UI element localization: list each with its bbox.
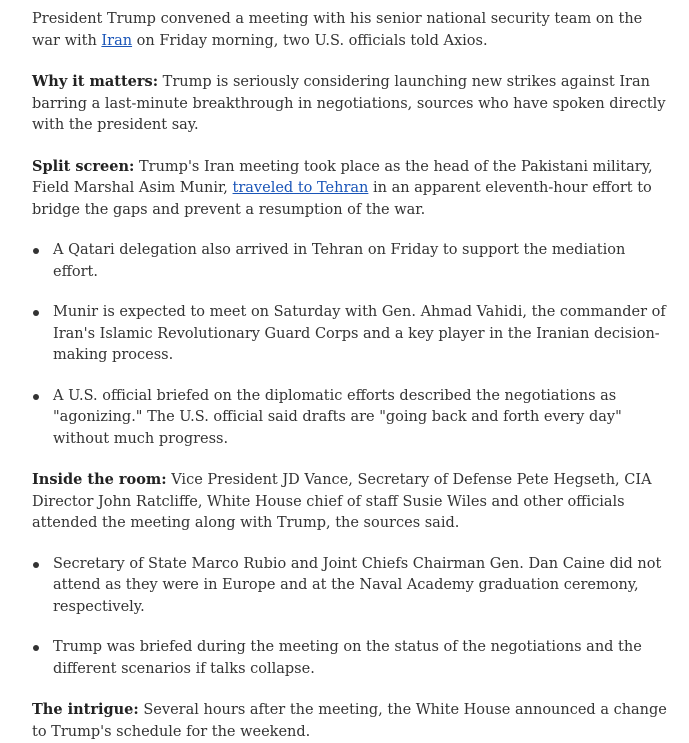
bullet-dot-icon	[33, 562, 39, 568]
paragraph-inside-the-room	[32, 469, 667, 535]
inside-the-room-text: Vice President JD Vance, Secretary of Defense Pete Hegseth, CIA Director John Ratcliffe, White House chief of staff Susie Wiles and other officials attended the meeting along with Trump, the sources said.	[32, 472, 652, 531]
bullet-list-attendance	[32, 554, 667, 681]
paragraph-intro	[32, 9, 667, 52]
lead-split-screen: Split screen:	[32, 157, 135, 175]
bullet-text: Munir is expected to meet on Saturday with Gen. Ahmad Vahidi, the commander of Iran's Islamic Revolutionary Guard Corps and a key player in the Iranian decision-making process.	[53, 304, 666, 363]
list-item	[32, 386, 667, 451]
bullet-list-mediation	[32, 240, 667, 450]
split-screen-text-before: Trump's Iran meeting took place as the head of the Pakistani military, Field Marshal Asim Munir,	[32, 158, 653, 196]
bullet-dot-icon	[33, 394, 39, 400]
link-traveled-to-tehran[interactable]: traveled to Tehran	[232, 180, 369, 196]
intro-text-before: President Trump convened a meeting with his senior national security team on the war with	[32, 11, 643, 49]
lead-the-intrigue: The intrigue:	[32, 701, 139, 718]
list-item	[32, 554, 667, 619]
split-screen-text-after: in an apparent eleventh-hour effort to bridge the gaps and prevent a resumption of the war.	[32, 180, 652, 218]
bullet-text: Trump was briefed during the meeting on the status of the negotiations and the different scenarios if talks collapse.	[53, 639, 642, 677]
paragraph-why-it-matters	[32, 71, 667, 137]
the-intrigue-text: Several hours after the meeting, the White House announced a change to Trump's schedule for the weekend.	[32, 702, 667, 740]
why-it-matters-text: Trump is seriously considering launching new strikes against Iran barring a last-minute breakthrough in negotiations, sources who have spoken directly with the president say.	[32, 74, 666, 133]
list-item	[32, 240, 667, 283]
bullet-text: A Qatari delegation also arrived in Tehran on Friday to support the mediation effort.	[53, 242, 626, 280]
paragraph-split-screen	[32, 156, 667, 222]
list-item	[32, 302, 667, 367]
link-iran[interactable]: Iran	[101, 32, 133, 49]
bullet-text: A U.S. official briefed on the diplomatic efforts described the negotiations as "agonizing." The U.S. official said drafts are "going back and forth every day" without much progress.	[53, 387, 622, 447]
bullet-dot-icon	[33, 310, 39, 316]
lead-inside-the-room: Inside the room:	[32, 471, 167, 488]
paragraph-the-intrigue	[32, 699, 667, 743]
bullet-dot-icon	[33, 248, 39, 254]
lead-why-it-matters: Why it matters:	[32, 73, 159, 90]
bullet-dot-icon	[33, 645, 39, 651]
list-item	[32, 637, 667, 680]
bullet-text: Secretary of State Marco Rubio and Joint Chiefs Chairman Gen. Dan Caine did not attend as they were in Europe and at the Naval Academy graduation ceremony, respectively.	[53, 555, 662, 615]
intro-text-after: on Friday morning, two U.S. officials told Axios.	[132, 32, 488, 49]
